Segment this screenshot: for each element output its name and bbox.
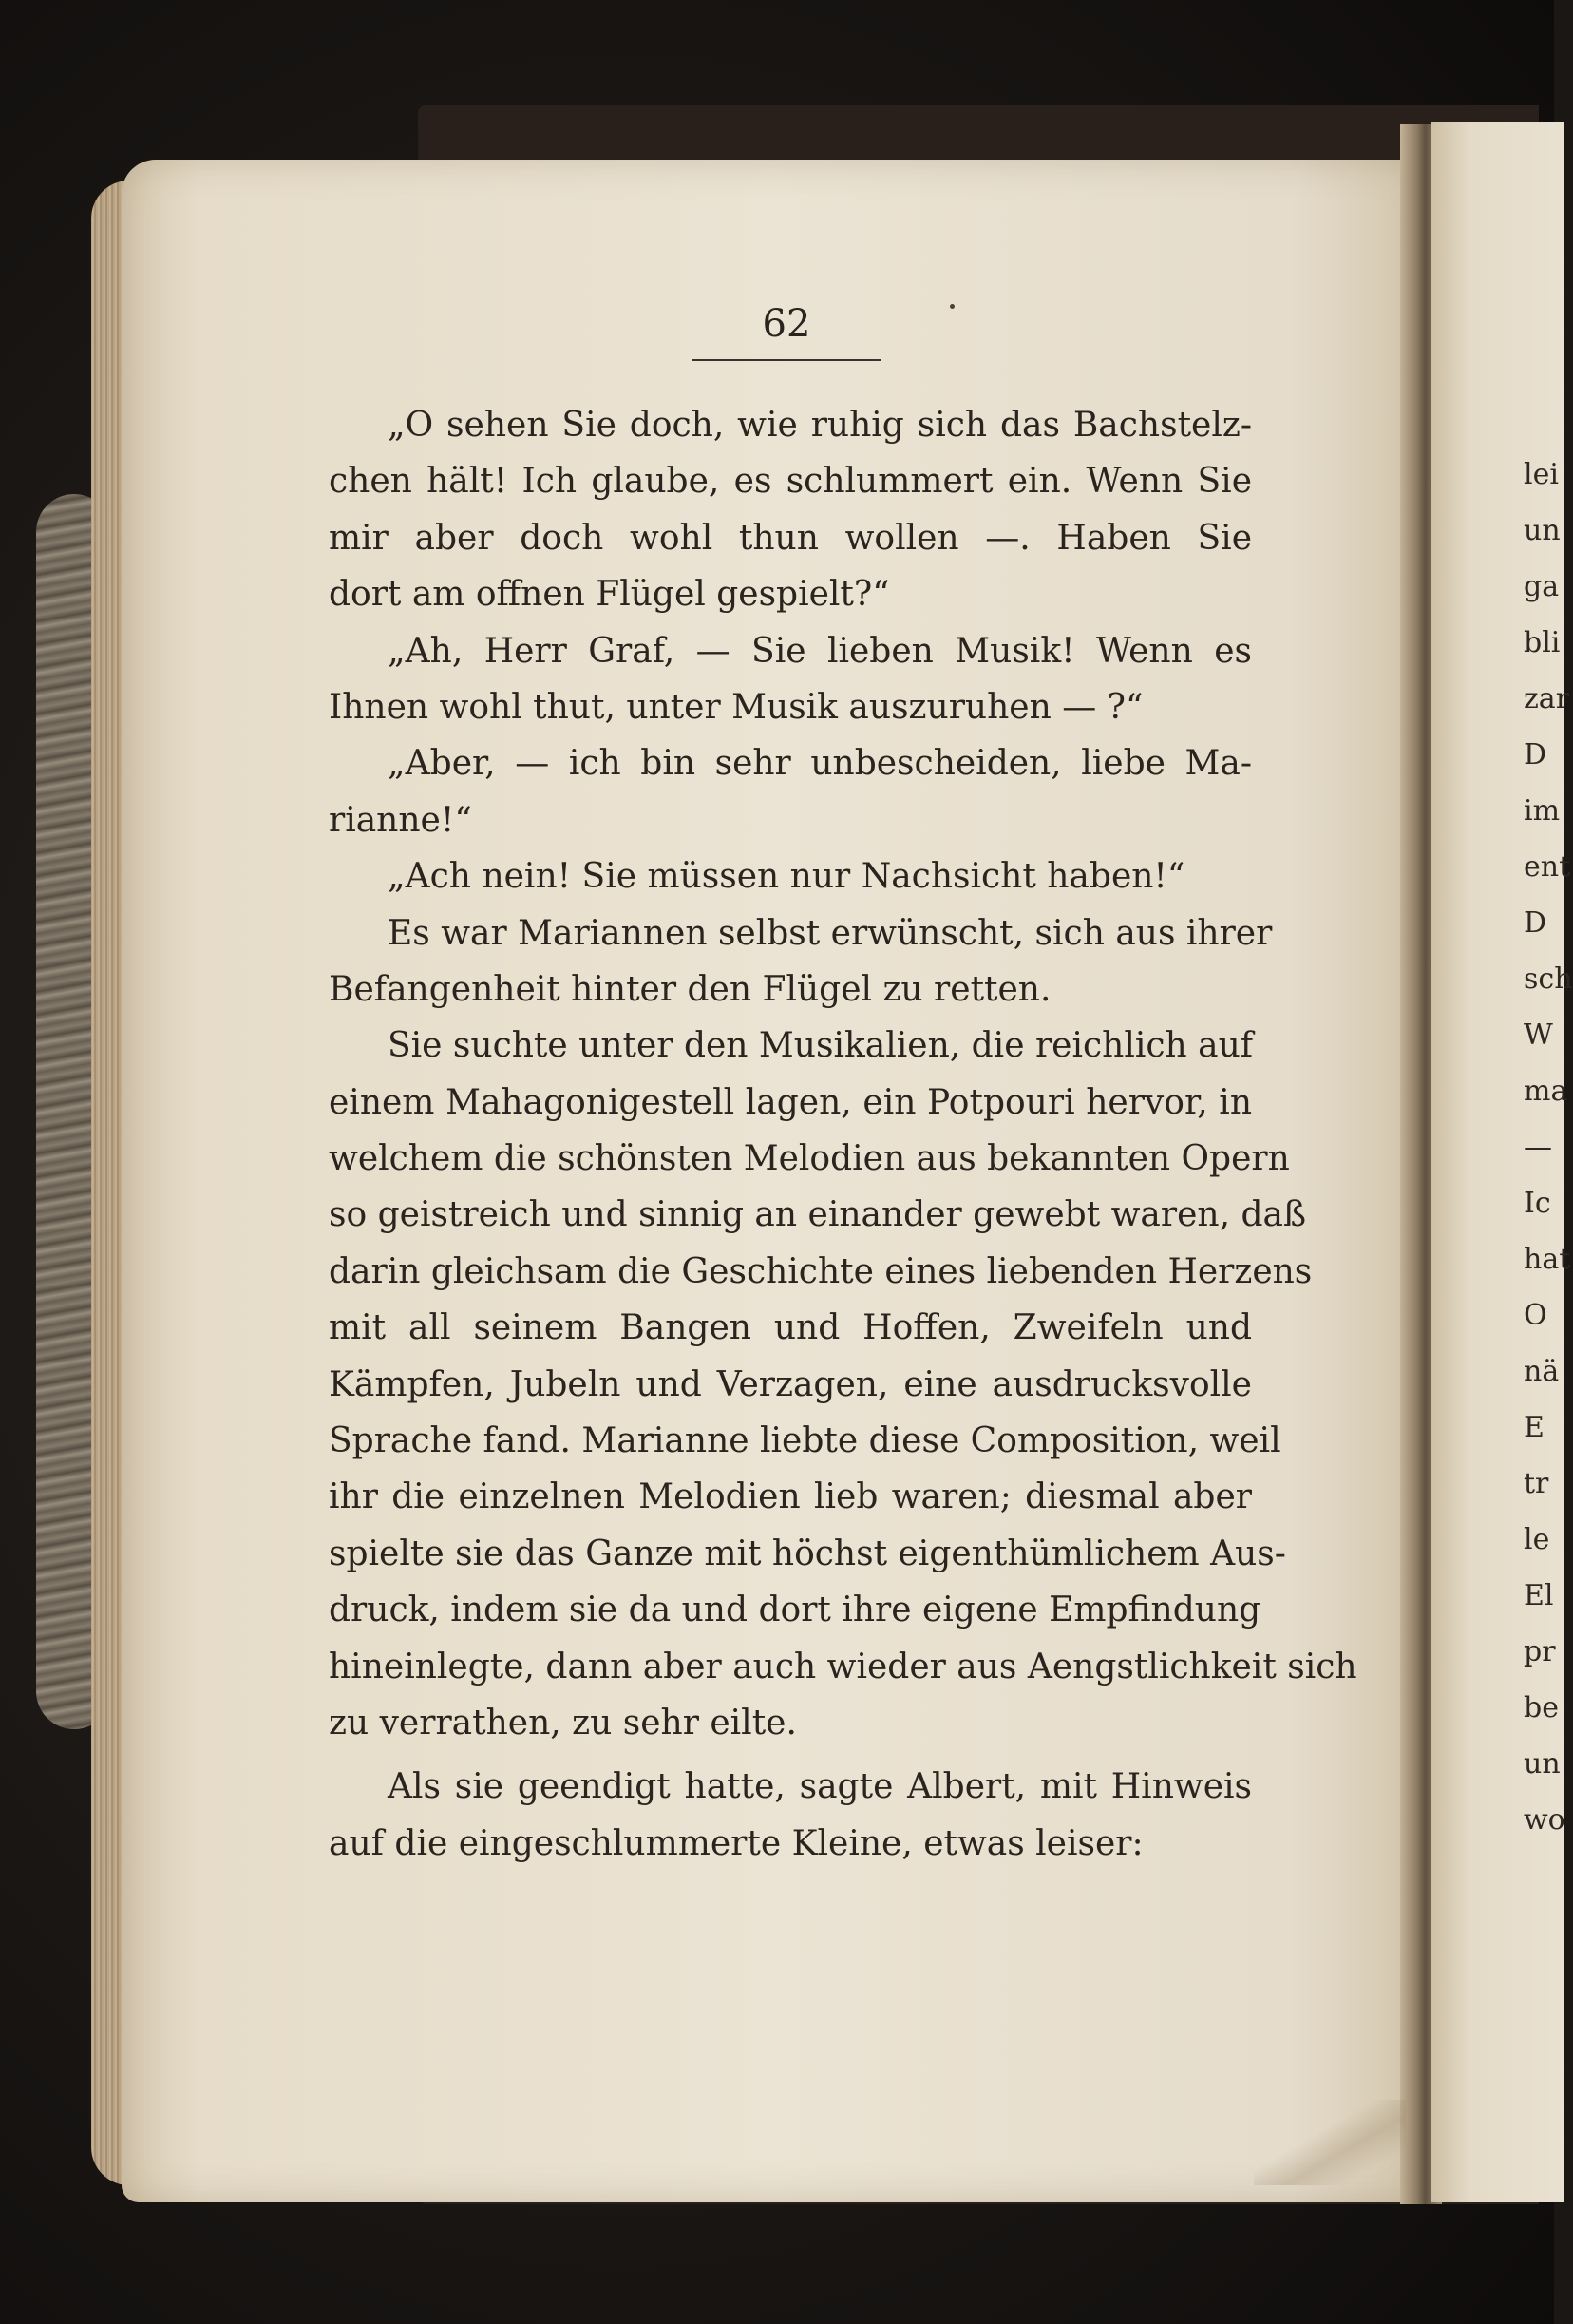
text-line: Es war Mariannen selbst erwünscht, sich aus ihrer [388, 913, 1273, 953]
right-text-fragment: O [1524, 1299, 1547, 1332]
right-text-fragment: El [1524, 1579, 1554, 1612]
right-text-fragment: D [1524, 906, 1547, 940]
right-text-fragment: ent [1524, 850, 1571, 884]
text-line: Sie suchte unter den Musikalien, die reichlich auf [388, 1026, 1254, 1066]
text-line: druck, indem sie da und dort ihre eigene Empfindung [329, 1591, 1261, 1630]
right-text-fragment: tr [1524, 1467, 1549, 1500]
right-text-fragment: be [1524, 1691, 1559, 1724]
text-line: ihr die einzelnen Melodien lieb waren; diesmal aber [329, 1477, 1252, 1517]
right-text-fragment: zar [1524, 682, 1570, 715]
right-text-fragment: ga [1524, 570, 1560, 603]
text-line: chen hält! Ich glaube, es schlummert ein. Wenn Sie [329, 462, 1252, 502]
right-text-fragment: lei [1524, 458, 1559, 491]
text-line: mit all seinem Bangen und Hoffen, Zweifeln und [329, 1308, 1252, 1348]
right-page-text [1524, 447, 1573, 1848]
text-line: Als sie geendigt hatte, sagte Albert, mit Hinweis [388, 1767, 1252, 1807]
right-text-fragment: sch [1524, 962, 1573, 996]
text-line: welchem die schönsten Melodien aus bekannten Opern [329, 1139, 1290, 1179]
right-text-fragment: hat [1524, 1243, 1571, 1276]
text-line: zu verrathen, zu sehr eilte. [329, 1703, 797, 1743]
page-number: 62 [762, 302, 811, 346]
text-line: Ihnen wohl thut, unter Musik auszuruhen — ?“ [329, 687, 1144, 727]
text-line: „Ah, Herr Graf, — Sie lieben Musik! Wenn es [388, 631, 1252, 671]
right-text-fragment: W [1524, 1019, 1553, 1052]
right-text-fragment: wo [1524, 1803, 1565, 1837]
text-line: „O sehen Sie doch, wie ruhig sich das Bachstelz- [388, 406, 1252, 445]
text-line: auf die eingeschlummerte Kleine, etwas leiser: [329, 1823, 1144, 1863]
right-text-fragment: im [1524, 794, 1561, 828]
right-text-fragment: E [1524, 1411, 1545, 1444]
text-line: rianne!“ [329, 800, 472, 840]
text-line: Befangenheit hinter den Flügel zu retten. [329, 969, 1052, 1009]
text-line: dort am offnen Flügel gespielt?“ [329, 575, 890, 615]
right-text-fragment: pr [1524, 1635, 1556, 1668]
right-text-fragment: le [1524, 1523, 1550, 1556]
ink-speck [950, 304, 955, 309]
text-line: so geistreich und sinnig an einander gewebt waren, daß [329, 1195, 1307, 1235]
header-rule [692, 359, 881, 361]
text-line: hineinlegte, dann aber auch wieder aus Aengstlichkeit sich [329, 1647, 1357, 1686]
right-text-fragment: un [1524, 1747, 1561, 1781]
right-text-fragment: nä [1524, 1355, 1560, 1388]
text-line: Kämpfen, Jubeln und Verzagen, eine ausdrucksvolle [329, 1364, 1252, 1404]
right-text-fragment: D [1524, 738, 1547, 771]
text-line: mir aber doch wohl thun wollen —. Haben Sie [329, 518, 1252, 558]
text-line: einem Mahagonigestell lagen, ein Potpouri hervor, in [329, 1082, 1252, 1122]
text-line: „Aber, — ich bin sehr unbescheiden, liebe Ma- [388, 744, 1252, 784]
right-text-fragment: ma [1524, 1075, 1568, 1108]
text-line: darin gleichsam die Geschichte eines liebenden Herzens [329, 1251, 1313, 1291]
body-text [329, 397, 1357, 1872]
right-text-fragment: — [1524, 1131, 1552, 1164]
right-text-fragment: Ic [1524, 1187, 1551, 1220]
text-line: Sprache fand. Marianne liebte diese Composition, weil [329, 1421, 1281, 1461]
page-corner-wear [1254, 2100, 1406, 2185]
text-line: spielte sie das Ganze mit höchst eigenthümlichem Aus- [329, 1533, 1286, 1573]
right-text-fragment: bli [1524, 626, 1561, 659]
right-text-fragment: un [1524, 514, 1561, 547]
text-line: „Ach nein! Sie müssen nur Nachsicht haben!“ [388, 857, 1185, 897]
